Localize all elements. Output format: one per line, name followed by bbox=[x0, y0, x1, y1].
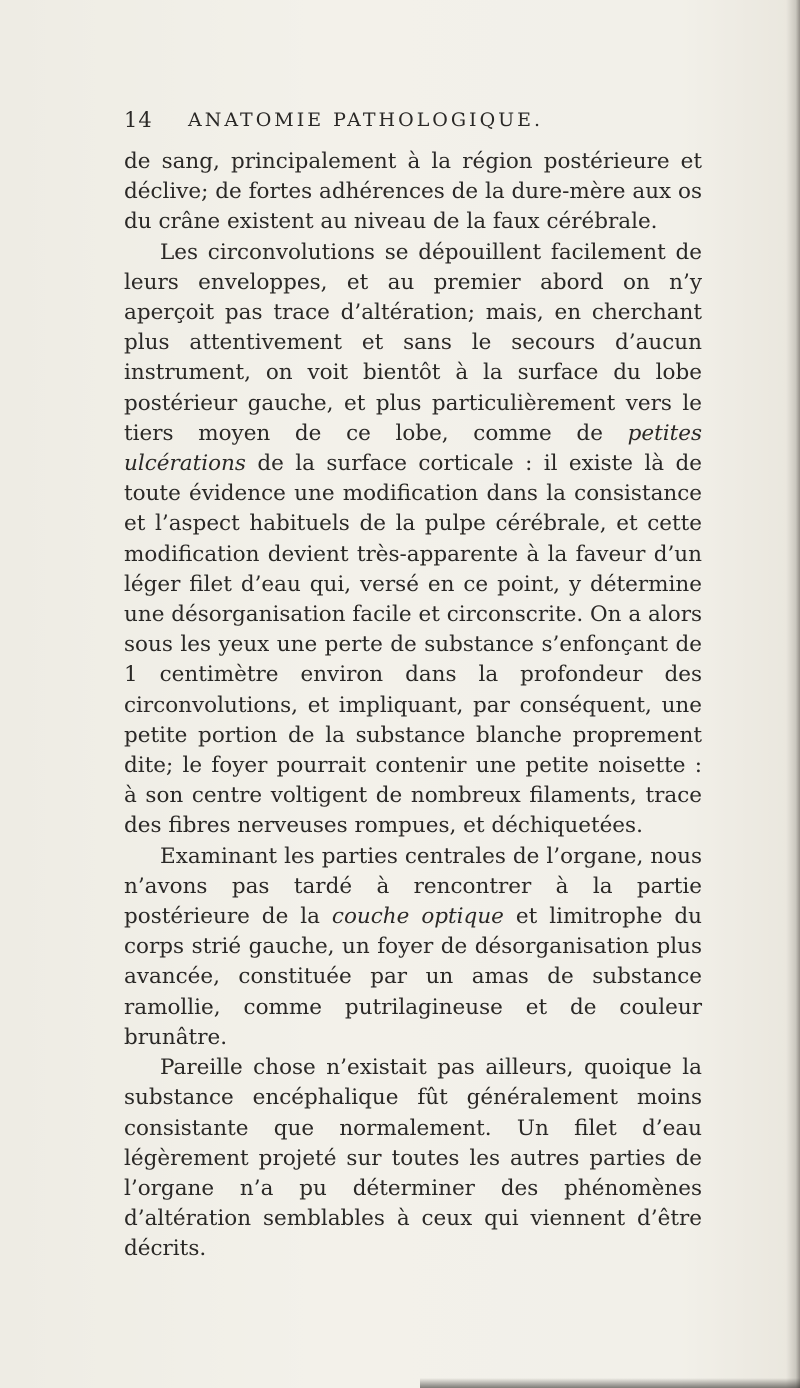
paragraph-4: Pareille chose n’existait pas ailleurs, quoique la substance encéphalique fût généralement moins consistante que normalement. Un filet d’eau légèrement projeté sur toutes les autres parties de l’organe n’a pu déterminer des phénomènes d’altération semblables à ceux qui viennent d’être décrits. bbox=[124, 1055, 702, 1262]
running-title: ANATOMIE PATHOLOGIQUE. bbox=[188, 109, 544, 131]
paragraph-2-text-b: de la surface corticale : il existe là de toute évidence une modification dans la consistance et l’aspect habituels de la pulpe cérébrale, et cette modification devient très-apparente à la faveur d’un léger filet d’eau qui, versé en ce point, y détermine une désorganisation facile et circonscrite. On a alors sous les yeux une perte de substance s’enfonçant de 1 centimètre environ dans la profondeur des circonvolutions, et impliquant, par conséquent, une petite portion de la substance blanche proprement dite; le foyer pourrait contenir une petite noisette : à son centre voltigent de nombreux filaments, trace des fibres nerveuses rompues, et déchiquetées. bbox=[124, 451, 702, 839]
paragraph-2-italic: petites ulcérations bbox=[124, 420, 702, 477]
paragraph-1: de sang, principalement à la région postérieure et déclive; de fortes adhérences de la dure-mère aux os du crâne existent au niveau de la faux cérébrale. bbox=[124, 149, 702, 235]
page-number: 14 bbox=[124, 108, 153, 132]
page-edge-shadow bbox=[786, 0, 800, 1388]
paragraph-3-text-b: et limitrophe du corps strié gauche, un foyer de désorganisation plus avancée, constituée par un amas de substance ramollie, comme putrilagineuse et de couleur brunâtre. bbox=[124, 904, 703, 1050]
paragraph-2 bbox=[124, 238, 702, 842]
body-text bbox=[124, 147, 702, 1265]
page-bottom-shadow bbox=[420, 1378, 800, 1388]
paragraph-3-italic: couche optique bbox=[331, 904, 504, 930]
paragraph-3-text-a: Examinant les parties centrales de l’organe, nous n’avons pas tardé à rencontrer à la partie postérieure de la bbox=[124, 843, 702, 930]
paragraph-3 bbox=[124, 842, 702, 1053]
page-header bbox=[124, 108, 704, 138]
paragraph-2-text-a: Les circonvolutions se dépouillent facilement de leurs enveloppes, et au premier abord on n’y aperçoit pas trace d’altération; mais, en cherchant plus attentivement et sans le secours d’aucun instrument, on voit bientôt à la surface du lobe postérieur gauche, et plus particulièrement vers le tiers moyen de ce lobe, comme de bbox=[124, 239, 702, 446]
